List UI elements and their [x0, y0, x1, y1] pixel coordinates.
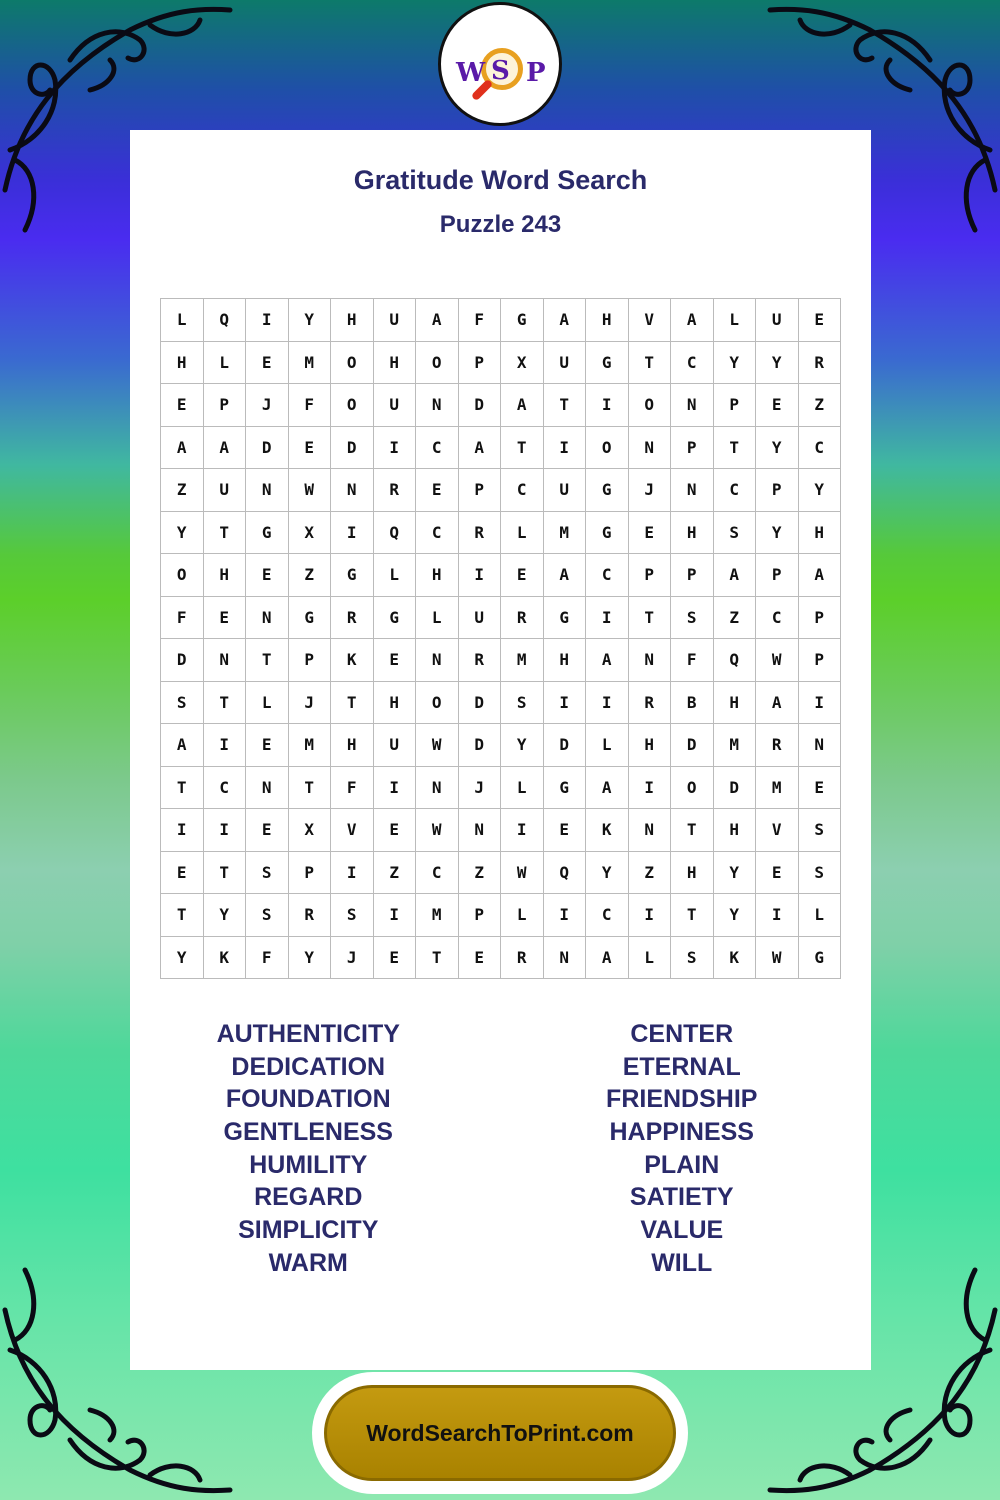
grid-cell[interactable]: M: [289, 342, 332, 385]
grid-cell[interactable]: F: [331, 767, 374, 810]
grid-cell[interactable]: E: [799, 299, 842, 342]
grid-cell[interactable]: D: [544, 724, 587, 767]
grid-cell[interactable]: V: [331, 809, 374, 852]
grid-cell[interactable]: V: [756, 809, 799, 852]
grid-cell[interactable]: E: [756, 852, 799, 895]
grid-cell[interactable]: A: [416, 299, 459, 342]
grid-cell[interactable]: Y: [714, 894, 757, 937]
grid-cell[interactable]: M: [416, 894, 459, 937]
word-list-item: FOUNDATION: [225, 1085, 391, 1114]
grid-cell[interactable]: O: [416, 342, 459, 385]
grid-cell[interactable]: H: [714, 682, 757, 725]
grid-cell[interactable]: I: [161, 809, 204, 852]
grid-cell[interactable]: I: [544, 427, 587, 470]
grid-cell[interactable]: J: [629, 469, 672, 512]
grid-cell[interactable]: U: [374, 299, 417, 342]
grid-cell[interactable]: E: [246, 809, 289, 852]
grid-cell[interactable]: H: [671, 852, 714, 895]
grid-cell[interactable]: T: [161, 767, 204, 810]
grid-cell[interactable]: P: [459, 342, 502, 385]
grid-cell[interactable]: U: [756, 299, 799, 342]
wsp-logo: [438, 2, 562, 126]
grid-cell[interactable]: G: [544, 597, 587, 640]
grid-cell[interactable]: E: [161, 384, 204, 427]
grid-cell[interactable]: H: [586, 299, 629, 342]
grid-cell[interactable]: I: [799, 682, 842, 725]
grid-cell[interactable]: I: [331, 852, 374, 895]
grid-cell[interactable]: I: [204, 809, 247, 852]
grid-cell[interactable]: E: [416, 469, 459, 512]
word-list-item: HAPPINESS: [609, 1118, 754, 1147]
grid-cell[interactable]: Z: [289, 554, 332, 597]
grid-cell[interactable]: H: [714, 809, 757, 852]
grid-cell[interactable]: R: [459, 639, 502, 682]
grid-cell[interactable]: A: [799, 554, 842, 597]
grid-cell[interactable]: Z: [629, 852, 672, 895]
grid-cell[interactable]: R: [289, 894, 332, 937]
grid-cell[interactable]: H: [161, 342, 204, 385]
grid-cell[interactable]: S: [671, 937, 714, 980]
grid-cell[interactable]: I: [756, 894, 799, 937]
grid-cell[interactable]: Z: [799, 384, 842, 427]
grid-cell[interactable]: I: [544, 894, 587, 937]
grid-cell[interactable]: E: [799, 767, 842, 810]
grid-cell[interactable]: M: [289, 724, 332, 767]
grid-cell[interactable]: W: [416, 809, 459, 852]
grid-cell[interactable]: W: [756, 639, 799, 682]
grid-cell[interactable]: K: [714, 937, 757, 980]
grid-cell[interactable]: I: [629, 767, 672, 810]
grid-cell[interactable]: C: [204, 767, 247, 810]
logo-letter-s: S: [491, 56, 510, 86]
grid-cell[interactable]: T: [331, 682, 374, 725]
grid-cell[interactable]: P: [289, 852, 332, 895]
grid-cell[interactable]: M: [756, 767, 799, 810]
grid-cell[interactable]: R: [459, 512, 502, 555]
grid-cell[interactable]: Q: [374, 512, 417, 555]
grid-cell[interactable]: P: [671, 427, 714, 470]
grid-cell[interactable]: E: [289, 427, 332, 470]
grid-cell[interactable]: I: [331, 512, 374, 555]
word-list-item: WILL: [651, 1248, 713, 1277]
grid-cell[interactable]: T: [714, 427, 757, 470]
grid-cell[interactable]: L: [586, 724, 629, 767]
grid-cell[interactable]: R: [501, 597, 544, 640]
grid-cell[interactable]: T: [671, 809, 714, 852]
word-list-item: ETERNAL: [622, 1052, 741, 1081]
grid-cell[interactable]: N: [799, 724, 842, 767]
grid-cell[interactable]: K: [204, 937, 247, 980]
grid-cell[interactable]: M: [714, 724, 757, 767]
grid-cell[interactable]: T: [629, 597, 672, 640]
logo-letter-w: W: [456, 58, 486, 88]
grid-cell[interactable]: T: [544, 384, 587, 427]
word-list: [130, 1018, 871, 1280]
grid-cell[interactable]: X: [289, 809, 332, 852]
grid-cell[interactable]: E: [204, 597, 247, 640]
grid-cell[interactable]: E: [629, 512, 672, 555]
grid-cell[interactable]: O: [671, 767, 714, 810]
grid-cell[interactable]: S: [671, 597, 714, 640]
grid-cell[interactable]: R: [331, 597, 374, 640]
grid-cell[interactable]: N: [671, 469, 714, 512]
grid-cell[interactable]: P: [629, 554, 672, 597]
grid-cell[interactable]: A: [586, 767, 629, 810]
grid-cell[interactable]: S: [246, 894, 289, 937]
grid-cell[interactable]: T: [204, 682, 247, 725]
grid-cell[interactable]: E: [161, 852, 204, 895]
grid-cell[interactable]: W: [756, 937, 799, 980]
grid-cell[interactable]: I: [629, 894, 672, 937]
grid-cell[interactable]: I: [586, 384, 629, 427]
grid-cell[interactable]: E: [501, 554, 544, 597]
grid-cell[interactable]: L: [204, 342, 247, 385]
grid-cell[interactable]: C: [799, 427, 842, 470]
letter-grid: [160, 298, 841, 979]
grid-cell[interactable]: C: [756, 597, 799, 640]
grid-cell[interactable]: C: [416, 512, 459, 555]
grid-cell[interactable]: G: [544, 767, 587, 810]
grid-cell[interactable]: E: [246, 554, 289, 597]
grid-cell[interactable]: R: [501, 937, 544, 980]
grid-cell[interactable]: J: [331, 937, 374, 980]
grid-cell[interactable]: J: [459, 767, 502, 810]
grid-cell[interactable]: M: [501, 639, 544, 682]
grid-cell[interactable]: E: [374, 639, 417, 682]
grid-cell[interactable]: B: [671, 682, 714, 725]
word-list-left: [123, 1018, 494, 1280]
grid-cell[interactable]: O: [416, 682, 459, 725]
grid-cell[interactable]: N: [331, 469, 374, 512]
grid-cell[interactable]: I: [459, 554, 502, 597]
grid-cell[interactable]: I: [374, 767, 417, 810]
grid-cell[interactable]: N: [671, 384, 714, 427]
grid-cell[interactable]: A: [501, 384, 544, 427]
grid-cell[interactable]: S: [799, 809, 842, 852]
grid-cell[interactable]: P: [799, 639, 842, 682]
grid-cell[interactable]: O: [629, 384, 672, 427]
grid-cell[interactable]: N: [246, 597, 289, 640]
grid-cell[interactable]: D: [459, 724, 502, 767]
grid-cell[interactable]: Y: [756, 512, 799, 555]
grid-cell[interactable]: G: [331, 554, 374, 597]
grid-cell[interactable]: S: [161, 682, 204, 725]
grid-cell[interactable]: I: [501, 809, 544, 852]
grid-cell[interactable]: D: [671, 724, 714, 767]
grid-cell[interactable]: P: [756, 554, 799, 597]
grid-cell[interactable]: Y: [714, 852, 757, 895]
grid-cell[interactable]: Y: [501, 724, 544, 767]
grid-cell[interactable]: R: [374, 469, 417, 512]
grid-cell[interactable]: T: [671, 894, 714, 937]
grid-cell[interactable]: H: [416, 554, 459, 597]
grid-cell[interactable]: J: [246, 384, 289, 427]
grid-cell[interactable]: K: [586, 809, 629, 852]
grid-cell[interactable]: I: [204, 724, 247, 767]
grid-cell[interactable]: D: [459, 682, 502, 725]
grid-cell[interactable]: S: [331, 894, 374, 937]
grid-cell[interactable]: T: [289, 767, 332, 810]
grid-cell[interactable]: T: [629, 342, 672, 385]
grid-cell[interactable]: G: [374, 597, 417, 640]
grid-cell[interactable]: H: [374, 342, 417, 385]
grid-cell[interactable]: S: [501, 682, 544, 725]
grid-cell[interactable]: C: [586, 894, 629, 937]
grid-cell[interactable]: Q: [714, 639, 757, 682]
grid-cell[interactable]: Y: [161, 937, 204, 980]
word-list-item: REGARD: [254, 1183, 363, 1212]
grid-cell[interactable]: D: [714, 767, 757, 810]
grid-cell[interactable]: N: [629, 639, 672, 682]
grid-cell[interactable]: A: [671, 299, 714, 342]
word-list-item: GENTLENESS: [223, 1118, 393, 1147]
grid-cell[interactable]: E: [246, 342, 289, 385]
grid-cell[interactable]: L: [501, 767, 544, 810]
grid-cell[interactable]: A: [544, 299, 587, 342]
grid-cell[interactable]: N: [246, 469, 289, 512]
puzzle-card: [130, 130, 871, 1370]
grid-cell[interactable]: Y: [756, 342, 799, 385]
grid-cell[interactable]: D: [246, 427, 289, 470]
grid-cell[interactable]: L: [714, 299, 757, 342]
grid-cell[interactable]: J: [289, 682, 332, 725]
grid-cell[interactable]: O: [161, 554, 204, 597]
grid-cell[interactable]: T: [246, 639, 289, 682]
grid-cell[interactable]: U: [544, 342, 587, 385]
grid-cell[interactable]: R: [756, 724, 799, 767]
grid-cell[interactable]: L: [501, 894, 544, 937]
grid-cell[interactable]: H: [331, 299, 374, 342]
grid-cell[interactable]: Z: [714, 597, 757, 640]
word-list-right: [497, 1018, 868, 1280]
grid-cell[interactable]: A: [586, 639, 629, 682]
grid-cell[interactable]: P: [714, 384, 757, 427]
grid-cell[interactable]: U: [374, 384, 417, 427]
grid-cell[interactable]: G: [246, 512, 289, 555]
grid-cell[interactable]: Z: [161, 469, 204, 512]
grid-cell[interactable]: O: [586, 427, 629, 470]
grid-cell[interactable]: L: [246, 682, 289, 725]
grid-cell[interactable]: L: [161, 299, 204, 342]
word-list-item: FRIENDSHIP: [606, 1085, 758, 1114]
grid-cell[interactable]: C: [416, 852, 459, 895]
grid-cell[interactable]: E: [544, 809, 587, 852]
website-label: WordSearchToPrint.com: [366, 1419, 634, 1446]
grid-cell[interactable]: I: [544, 682, 587, 725]
puzzle-number: Puzzle 243: [439, 211, 562, 238]
grid-cell[interactable]: Z: [459, 852, 502, 895]
grid-cell[interactable]: M: [544, 512, 587, 555]
grid-cell[interactable]: L: [416, 597, 459, 640]
grid-cell[interactable]: T: [501, 427, 544, 470]
grid-cell[interactable]: N: [204, 639, 247, 682]
grid-cell[interactable]: L: [799, 894, 842, 937]
grid-cell[interactable]: Y: [799, 469, 842, 512]
grid-cell[interactable]: N: [246, 767, 289, 810]
grid-cell[interactable]: C: [671, 342, 714, 385]
grid-cell[interactable]: A: [544, 554, 587, 597]
grid-cell[interactable]: W: [289, 469, 332, 512]
grid-cell[interactable]: F: [671, 639, 714, 682]
grid-cell[interactable]: H: [629, 724, 672, 767]
grid-cell[interactable]: G: [501, 299, 544, 342]
grid-cell[interactable]: P: [459, 469, 502, 512]
grid-cell[interactable]: A: [204, 427, 247, 470]
grid-cell[interactable]: G: [289, 597, 332, 640]
grid-cell[interactable]: R: [799, 342, 842, 385]
grid-cell[interactable]: Y: [714, 342, 757, 385]
grid-cell[interactable]: C: [586, 554, 629, 597]
grid-cell[interactable]: Y: [289, 299, 332, 342]
grid-cell[interactable]: Y: [204, 894, 247, 937]
word-list-item: SATIETY: [629, 1183, 734, 1212]
grid-cell[interactable]: T: [204, 852, 247, 895]
grid-cell[interactable]: N: [416, 767, 459, 810]
grid-cell[interactable]: U: [459, 597, 502, 640]
grid-cell[interactable]: H: [204, 554, 247, 597]
grid-cell[interactable]: R: [629, 682, 672, 725]
grid-cell[interactable]: Y: [756, 427, 799, 470]
grid-cell[interactable]: W: [501, 852, 544, 895]
logo-letter-p: P: [526, 58, 546, 88]
grid-cell[interactable]: Y: [289, 937, 332, 980]
grid-cell[interactable]: P: [459, 894, 502, 937]
grid-cell[interactable]: E: [374, 937, 417, 980]
word-list-item: AUTHENTICITY: [216, 1020, 400, 1048]
word-list-item: CENTER: [630, 1020, 734, 1048]
grid-cell[interactable]: A: [459, 427, 502, 470]
grid-cell[interactable]: E: [246, 724, 289, 767]
grid-cell[interactable]: W: [416, 724, 459, 767]
grid-cell[interactable]: I: [374, 894, 417, 937]
word-list-item: HUMILITY: [249, 1150, 368, 1179]
grid-cell[interactable]: P: [799, 597, 842, 640]
grid-cell[interactable]: F: [161, 597, 204, 640]
grid-cell[interactable]: E: [756, 384, 799, 427]
grid-cell[interactable]: S: [714, 512, 757, 555]
grid-cell[interactable]: U: [204, 469, 247, 512]
grid-cell[interactable]: I: [246, 299, 289, 342]
grid-cell[interactable]: C: [714, 469, 757, 512]
grid-cell[interactable]: P: [204, 384, 247, 427]
grid-cell[interactable]: C: [416, 427, 459, 470]
grid-cell[interactable]: E: [374, 809, 417, 852]
grid-cell[interactable]: H: [671, 512, 714, 555]
word-list-item: SIMPLICITY: [238, 1216, 379, 1245]
grid-cell[interactable]: D: [331, 427, 374, 470]
grid-cell[interactable]: H: [799, 512, 842, 555]
grid-cell[interactable]: X: [289, 512, 332, 555]
grid-cell[interactable]: I: [586, 682, 629, 725]
grid-cell[interactable]: G: [586, 512, 629, 555]
website-link[interactable]: [324, 1385, 676, 1481]
word-list-item: PLAIN: [644, 1150, 720, 1179]
grid-cell[interactable]: N: [629, 809, 672, 852]
grid-cell[interactable]: U: [374, 724, 417, 767]
grid-cell[interactable]: T: [416, 937, 459, 980]
grid-cell[interactable]: N: [629, 427, 672, 470]
grid-cell[interactable]: H: [544, 639, 587, 682]
grid-cell[interactable]: A: [586, 937, 629, 980]
grid-cell[interactable]: L: [629, 937, 672, 980]
grid-cell[interactable]: O: [331, 342, 374, 385]
grid-cell[interactable]: Q: [204, 299, 247, 342]
grid-cell[interactable]: P: [756, 469, 799, 512]
word-list-item: DEDICATION: [231, 1052, 386, 1081]
grid-cell[interactable]: Q: [544, 852, 587, 895]
grid-cell[interactable]: T: [161, 894, 204, 937]
grid-cell[interactable]: T: [204, 512, 247, 555]
grid-cell[interactable]: Y: [586, 852, 629, 895]
grid-cell[interactable]: N: [416, 384, 459, 427]
grid-cell[interactable]: C: [501, 469, 544, 512]
grid-cell[interactable]: S: [799, 852, 842, 895]
grid-cell[interactable]: F: [246, 937, 289, 980]
grid-cell[interactable]: U: [544, 469, 587, 512]
grid-cell[interactable]: X: [501, 342, 544, 385]
grid-cell[interactable]: Z: [374, 852, 417, 895]
grid-cell[interactable]: O: [331, 384, 374, 427]
grid-cell[interactable]: N: [544, 937, 587, 980]
grid-cell[interactable]: L: [374, 554, 417, 597]
grid-cell[interactable]: L: [501, 512, 544, 555]
grid-cell[interactable]: S: [246, 852, 289, 895]
grid-cell[interactable]: A: [756, 682, 799, 725]
grid-cell[interactable]: A: [161, 724, 204, 767]
word-list-item: WARM: [268, 1248, 348, 1277]
grid-cell[interactable]: G: [586, 342, 629, 385]
page-title: Gratitude Word Search: [353, 165, 648, 195]
grid-cell[interactable]: P: [289, 639, 332, 682]
grid-cell[interactable]: A: [714, 554, 757, 597]
word-list-item: VALUE: [640, 1216, 724, 1245]
grid-cell[interactable]: D: [161, 639, 204, 682]
grid-cell[interactable]: N: [459, 809, 502, 852]
grid-cell[interactable]: I: [374, 427, 417, 470]
grid-cell[interactable]: F: [459, 299, 502, 342]
grid-cell[interactable]: D: [459, 384, 502, 427]
grid-cell[interactable]: G: [586, 469, 629, 512]
grid-cell[interactable]: E: [459, 937, 502, 980]
grid-cell[interactable]: P: [671, 554, 714, 597]
grid-cell[interactable]: I: [586, 597, 629, 640]
grid-cell[interactable]: F: [289, 384, 332, 427]
grid-cell[interactable]: Y: [161, 512, 204, 555]
grid-cell[interactable]: H: [331, 724, 374, 767]
grid-cell[interactable]: N: [416, 639, 459, 682]
grid-cell[interactable]: G: [799, 937, 842, 980]
grid-cell[interactable]: H: [374, 682, 417, 725]
grid-cell[interactable]: K: [331, 639, 374, 682]
grid-cell[interactable]: V: [629, 299, 672, 342]
grid-cell[interactable]: A: [161, 427, 204, 470]
